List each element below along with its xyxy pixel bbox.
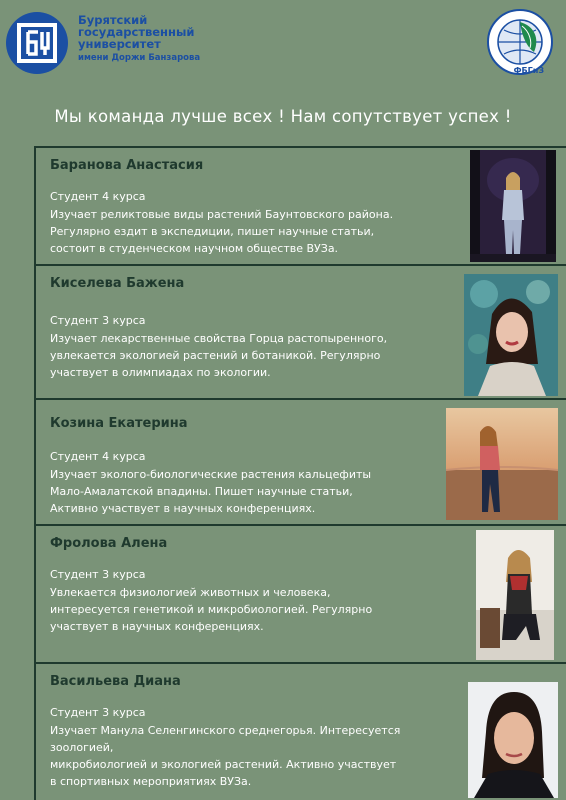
person-photo-icon [470,150,556,262]
member-course: Студент 4 курса [50,450,146,463]
member-course: Студент 3 курса [50,314,146,327]
member-name: Козина Екатерина [50,416,188,431]
description-line: Мало-Амалатской впадины. Пишет научные статьи, [50,485,353,498]
member-course: Студент 4 курса [50,190,146,203]
member-card [34,398,566,524]
person-photo-icon [476,530,554,660]
description-line: участвует в научных конференциях. [50,620,264,633]
member-photo [446,408,558,520]
member-photo [476,530,554,660]
member-card [34,146,566,264]
description-line: в спортивных мероприятиях ВУЗа. [50,775,252,788]
member-card [34,264,566,398]
member-photo [468,682,558,798]
member-description [50,466,371,517]
member-card [34,662,566,800]
member-course: Студент 3 курса [50,706,146,719]
description-line: Изучает Манула Селенгинского среднегорья. Интересуется [50,724,401,737]
person-photo-icon [468,682,558,798]
bsu-emblem-icon [16,22,58,64]
member-name: Васильева Диана [50,674,181,689]
member-name: Киселева Бажена [50,276,185,291]
description-line: интересуется генетикой и микробиологией. Регулярно [50,603,373,616]
university-name-line-2: государственный [78,25,195,39]
person-photo-icon [464,274,558,396]
description-line: участвует в олимпиадах по экологии. [50,366,271,379]
member-description [50,206,393,257]
member-card [34,524,566,662]
member-name: Фролова Алена [50,536,168,551]
university-name-line-3: университет [78,37,161,51]
description-line: увлекается экологией растений и ботаникой. Регулярно [50,349,381,362]
member-description [50,722,400,790]
header [0,0,566,100]
member-course: Студент 3 курса [50,568,146,581]
description-line: Активно участвует в научных конференциях. [50,502,316,515]
faculty-abbreviation: ФБГиЗ [513,66,544,75]
member-photo [464,274,558,396]
member-photo [470,150,556,262]
university-name-line-1: Бурятский [78,13,148,27]
person-photo-icon [446,408,558,520]
description-line: Изучает лекарственные свойства Горца растопыренного, [50,332,388,345]
member-description [50,584,372,635]
description-line: Увлекается физиологией животных и человека, [50,586,331,599]
description-line: микробиологией и экологией растений. Активно участвует [50,758,397,771]
member-name: Баранова Анастасия [50,158,204,173]
university-name [78,14,228,64]
university-logo [6,12,68,74]
page-title: Мы команда лучше всех ! Нам сопутствует успех ! [54,107,512,126]
description-line: Регулярно ездит в экспедиции, пишет научные статьи, [50,225,375,238]
description-line: зоологией, [50,741,114,754]
member-description [50,330,387,381]
description-line: Изучает эколого-биологические растения кальцефиты [50,468,372,481]
description-line: состоит в студенческом научном обществе ВУЗа. [50,242,339,255]
university-subname: имени Доржи Банзарова [78,53,201,63]
description-line: Изучает реликтовые виды растений Баунтовского района. [50,208,394,221]
